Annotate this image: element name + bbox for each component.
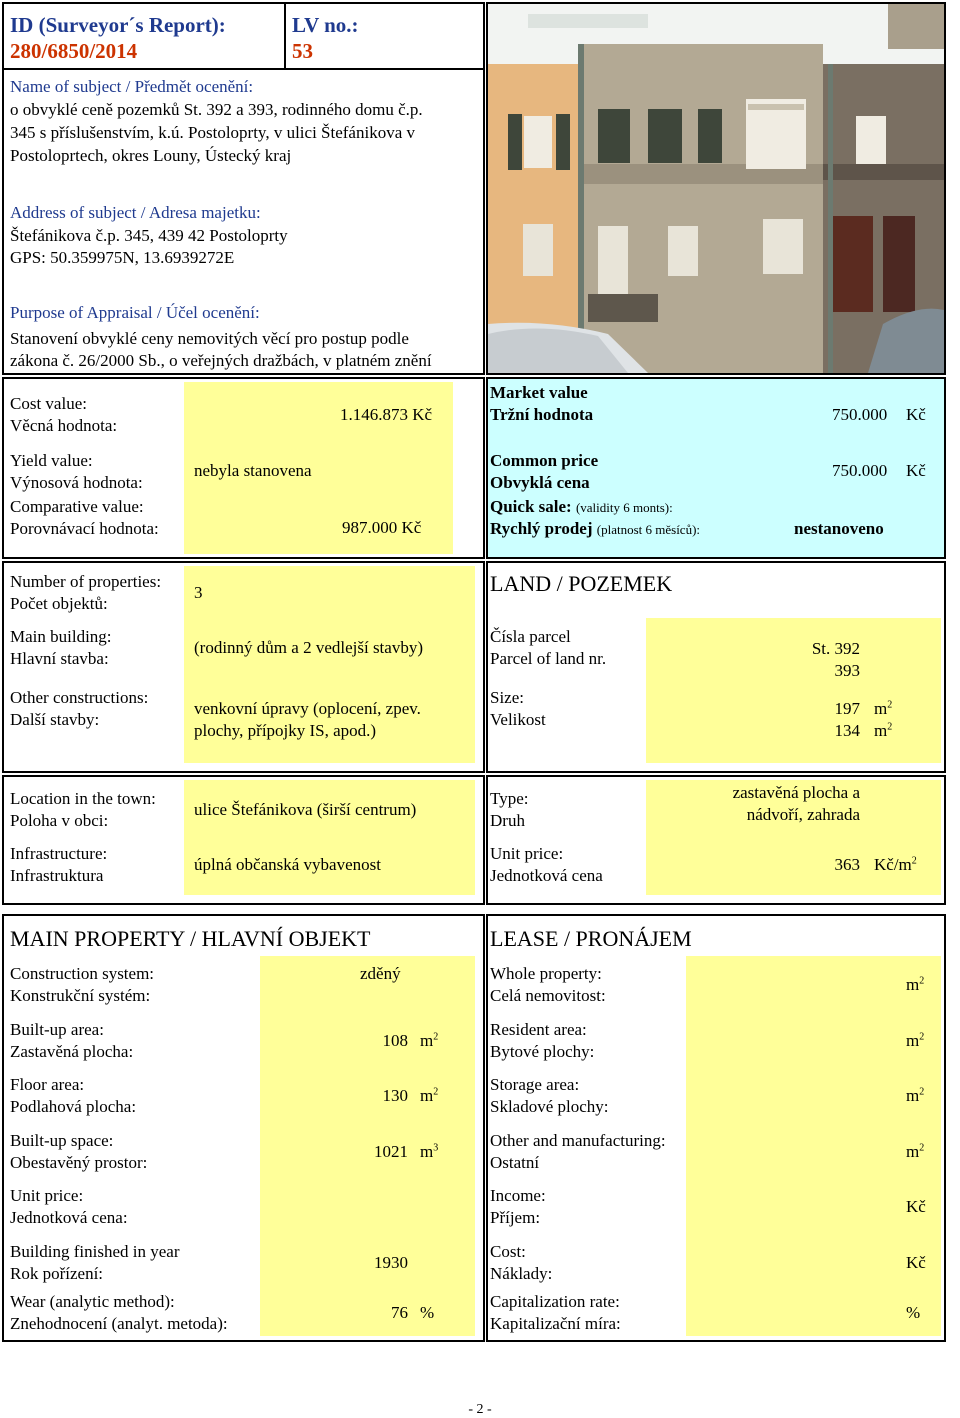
lease-row-5-label-cz: Náklady: [490,1264,553,1283]
lease-yellow-cell [686,956,941,1336]
num-properties-label-en: Number of properties: [10,572,162,591]
quick-sale-cz-note: (platnost 6 měsíců): [596,522,701,537]
other-constructions-value-1: venkovní úpravy (oplocení, zpev. [194,699,421,718]
market-value-label-cz: Tržní hodnota [490,405,594,424]
lease-row-1-unit-base: m [906,1031,920,1050]
lease-row-4-label-en: Income: [490,1186,546,1205]
parcel-number-1: St. 392 [811,639,860,658]
lease-row-6-unit [906,1302,920,1324]
main-row-1-unit-exp: 2 [433,1031,439,1043]
address-label: Address of subject / Adresa majetku: [10,203,261,222]
lease-row-4-unit [906,1196,926,1218]
main-building-label-cz: Hlavní stavba: [10,649,109,668]
subject-label: Name of subject / Předmět ocenění: [10,77,254,96]
id-value: 280/6850/2014 [10,39,138,63]
main-row-2-unit-exp: 2 [433,1086,439,1098]
property-photo [486,2,946,375]
unit-price-label-en: Unit price: [490,844,564,863]
cost-label-en: Cost value: [10,394,87,413]
size-value-2: 134 [834,721,860,740]
main-row-2-unit [420,1085,438,1107]
main-property-title: MAIN PROPERTY / HLAVNÍ OBJEKT [10,926,371,951]
main-row-1-label-cz: Zastavěná plocha: [10,1042,134,1061]
location-value: ulice Štefánikova (širší centrum) [194,800,417,819]
comparative-label-cz: Porovnávací hodnota: [10,519,159,538]
main-row-1-unit [420,1030,438,1052]
lv-label: LV no.: [292,13,359,37]
lease-row-0-unit-base: m [906,975,920,994]
location-label-cz: Poloha v obci: [10,811,109,830]
main-row-6-unit-base: % [420,1303,435,1322]
size-unit-1-base: m [874,699,888,718]
common-price-label-en: Common price [490,451,599,470]
building-photo-image [488,4,944,373]
main-row-0-label-cz: Konstrukční systém: [10,986,151,1005]
lease-row-2-unit-base: m [906,1086,920,1105]
main-row-6-label-en: Wear (analytic method): [10,1292,175,1311]
size-value-1: 197 [834,699,860,718]
lease-row-1-unit [906,1030,924,1052]
main-building-label-en: Main building: [10,627,112,646]
main-row-0-value: zděný [360,964,401,983]
main-row-1-label-en: Built-up area: [10,1020,104,1039]
main-row-2-value: 130 [382,1086,408,1105]
quick-sale-en-note: (validity 6 monts): [575,500,673,515]
subject-line-3: Postoloprtech, okres Louny, Ústecký kraj [10,146,292,165]
lease-row-5-unit-base: Kč [906,1253,926,1272]
unit-price-unit [874,854,917,876]
lease-row-2-label-en: Storage area: [490,1075,580,1094]
lease-row-0-unit-exp: 2 [919,975,925,987]
lease-row-6-label-en: Capitalization rate: [490,1292,620,1311]
cost-value: 1.146.873 Kč [340,405,433,424]
lease-row-1-label-en: Resident area: [490,1020,587,1039]
quick-sale-label-cz [490,518,700,541]
subject-line-1: o obvyklé ceně pozemků St. 392 a 393, rodinného domu č.p. [10,100,423,119]
main-row-5-label-cz: Rok pořízení: [10,1264,104,1283]
parcel-label-en: Parcel of land nr. [490,649,607,668]
lease-row-6-unit-base: % [906,1303,921,1322]
size-unit-1 [874,698,892,720]
infrastructure-label-en: Infrastructure: [10,844,108,863]
lease-row-2-unit-exp: 2 [919,1086,925,1098]
size-label-en: Size: [490,688,524,707]
infrastructure-label-cz: Infrastruktura [10,866,104,885]
id-divider [284,2,286,69]
type-label-cz: Druh [490,811,525,830]
main-row-5-label-en: Building finished in year [10,1242,180,1261]
quick-sale-label-en [490,496,673,519]
other-constructions-label-en: Other constructions: [10,688,149,707]
main-row-3-label-cz: Obestavěný prostor: [10,1153,148,1172]
lease-row-1-unit-exp: 2 [919,1031,925,1043]
address-line-1: Štefánikova č.p. 345, 439 42 Postoloprty [10,226,288,245]
purpose-line-2: zákona č. 26/2000 Sb., o veřejných dražbách, v platném znění [10,351,432,370]
main-row-3-unit [420,1141,438,1163]
unit-price-value: 363 [834,855,860,874]
common-price-number: 750.000 [832,461,888,480]
lease-row-0-unit [906,974,924,996]
parcel-number-2: 393 [834,661,860,680]
lease-row-5-label-en: Cost: [490,1242,526,1261]
size-label-cz: Velikost [490,710,546,729]
market-value-label-en: Market value [490,383,588,402]
main-row-2-label-cz: Podlahová plocha: [10,1097,137,1116]
main-row-6-unit [420,1302,434,1324]
main-row-6-label-cz: Znehodnocení (analyt. metoda): [10,1314,228,1333]
subject-line-2: 345 s příslušenstvím, k.ú. Postoloprty, v ulici Štefánikova v [10,123,415,142]
lease-row-3-unit-base: m [906,1142,920,1161]
main-row-2-unit-base: m [420,1086,434,1105]
size-unit-2-base: m [874,721,888,740]
land-title: LAND / POZEMEK [490,571,673,596]
main-building-value: (rodinný dům a 2 vedlejší stavby) [194,638,423,657]
lease-row-6-label-cz: Kapitalizační míra: [490,1314,621,1333]
unit-price-label-cz: Jednotková cena [490,866,603,885]
main-row-2-label-en: Floor area: [10,1075,85,1094]
cost-label-cz: Věcná hodnota: [10,416,118,435]
lv-value: 53 [292,39,313,63]
quick-sale-cz: Rychlý prodej [490,519,593,538]
lease-title: LEASE / PRONÁJEM [490,926,692,951]
common-price-currency: Kč [906,461,926,480]
yield-label-cz: Výnosová hodnota: [10,473,143,492]
infrastructure-value: úplná občanská vybavenost [194,855,381,874]
lease-row-4-unit-base: Kč [906,1197,926,1216]
main-row-4-label-en: Unit price: [10,1186,84,1205]
unit-price-unit-base: Kč/m [874,855,912,874]
market-value-currency: Kč [906,405,926,424]
main-row-0-label-en: Construction system: [10,964,155,983]
quick-sale-value: nestanoveno [794,519,884,538]
header-divider [2,68,485,70]
main-row-3-unit-base: m [420,1142,434,1161]
lease-row-1-label-cz: Bytové plochy: [490,1042,595,1061]
lease-row-3-unit-exp: 2 [919,1142,925,1154]
main-row-4-label-cz: Jednotková cena: [10,1208,128,1227]
yield-label-en: Yield value: [10,451,93,470]
type-value-1: zastavěná plocha a [732,783,860,802]
size-unit-2 [874,720,892,742]
lease-row-0-label-en: Whole property: [490,964,602,983]
lease-row-2-label-cz: Skladové plochy: [490,1097,609,1116]
comparative-value: 987.000 Kč [342,518,422,537]
lease-row-0-label-cz: Celá nemovitost: [490,986,606,1005]
purpose-label: Purpose of Appraisal / Účel ocenění: [10,303,260,322]
type-label-en: Type: [490,789,529,808]
other-constructions-label-cz: Další stavby: [10,710,100,729]
id-label: ID (Surveyor´s Report): [10,13,226,37]
lease-row-3-unit [906,1141,924,1163]
size-unit-2-exp: 2 [887,721,893,733]
yield-value: nebyla stanovena [194,461,312,480]
type-value-2: nádvoří, zahrada [746,805,860,824]
lease-row-3-label-en: Other and manufacturing: [490,1131,666,1150]
main-row-1-unit-base: m [420,1031,434,1050]
main-row-5-value: 1930 [374,1253,408,1272]
lease-row-4-label-cz: Příjem: [490,1208,541,1227]
other-constructions-value-2: plochy, přípojky IS, apod.) [194,721,377,740]
market-value-number: 750.000 [832,405,888,424]
num-properties-label-cz: Počet objektů: [10,594,108,613]
comparative-label-en: Comparative value: [10,497,144,516]
main-row-3-value: 1021 [374,1142,408,1161]
quick-sale-en: Quick sale: [490,497,572,516]
purpose-line-1: Stanovení obvyklé ceny nemovitých věcí pro postup podle [10,329,409,348]
parcel-label-cz: Čísla parcel [490,627,571,646]
location-yellow-cell [184,780,475,895]
address-gps: GPS: 50.359975N, 13.6939272E [10,248,235,267]
common-price-label-cz: Obvyklá cena [490,473,590,492]
main-row-3-unit-exp: 3 [433,1142,439,1154]
lease-row-2-unit [906,1085,924,1107]
main-row-1-value: 108 [382,1031,408,1050]
unit-price-unit-exp: 2 [911,855,917,867]
lease-row-5-unit [906,1252,926,1274]
lease-row-3-label-cz: Ostatní [490,1153,540,1172]
main-row-3-label-en: Built-up space: [10,1131,114,1150]
num-properties-value: 3 [194,583,203,602]
size-unit-1-exp: 2 [887,699,893,711]
page-number: - 2 - [468,1402,492,1417]
location-label-en: Location in the town: [10,789,156,808]
main-row-6-value: 76 [391,1303,408,1322]
